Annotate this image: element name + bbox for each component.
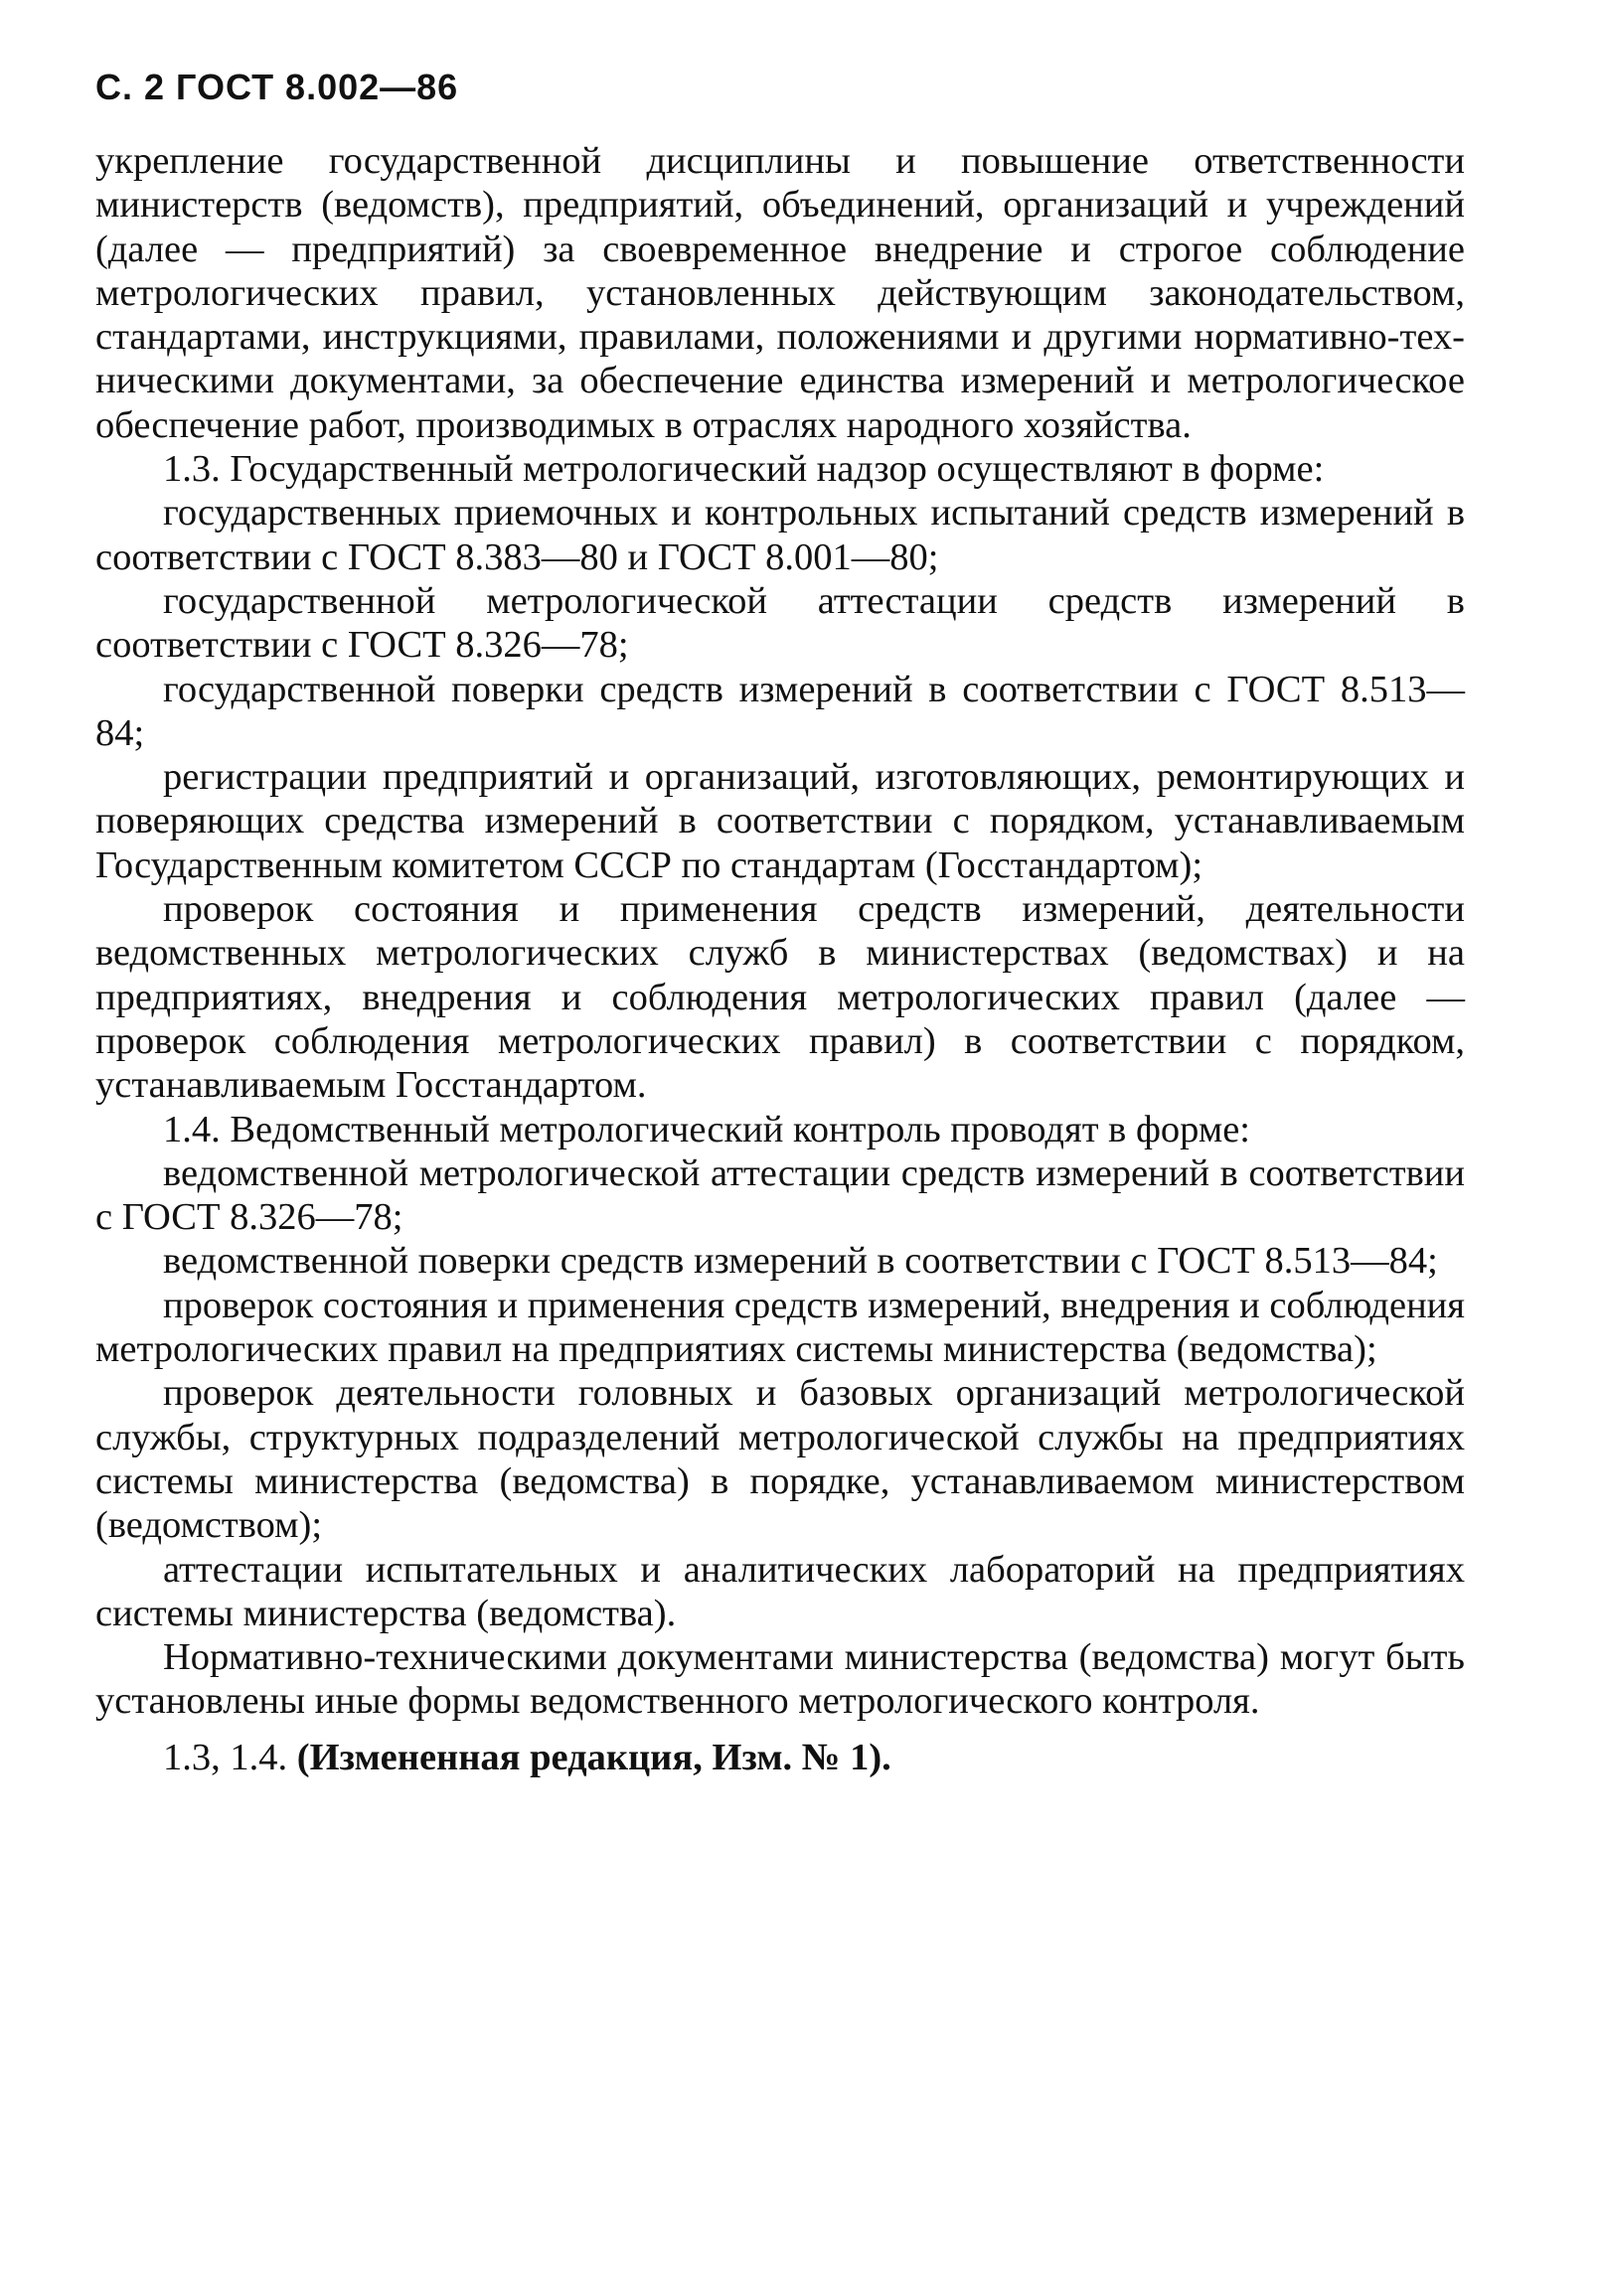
paragraph-clause-1-3: 1.3. Государственный метрологический надзор осуществляют в форме: [163, 448, 1325, 491]
document-page [95, 66, 1465, 1779]
paragraph-list-item: регистрации предприятий и организаций, изготовляющих, ремонтирующих и поверяющих средства измерений в соответствии с порядком, устанавливаемым Государственным комитетом СССР по стандартам (Госстандартом); [95, 756, 1465, 886]
paragraph-amendment-note [95, 1736, 1465, 1779]
paragraph-ntd-note: Нормативно-техническими документами министерства (ведомства) могут быть установлены иные формы ведомственного метрологического контроля. [95, 1636, 1465, 1723]
document-body [95, 139, 1465, 1779]
paragraph-list-item: государственной метрологической аттестации средств измерений в соответствии с ГОСТ 8.326—78; [95, 579, 1465, 667]
paragraph-list-item: государственной поверки средств измерений в соответствии с ГОСТ 8.513—84; [95, 668, 1465, 754]
paragraph-list-item: ведомственной метрологической аттестации средств измерений в соответствии с ГОСТ 8.326—78; [95, 1151, 1465, 1239]
amendment-clause-ref: 1.3, 1.4. [163, 1736, 288, 1778]
paragraph-list-item: проверок деятельности головных и базовых организаций метрологической службы, структурных подразделений метрологической службы на предприятиях системы министерства (ведомства) в порядке, устанавливаемом министерством (ведомством); [95, 1372, 1465, 1547]
amendment-note-text: (Измененная редакция, Изм. № 1). [296, 1736, 891, 1778]
paragraph-list-item: проверок состояния и применения средств измерений, деятельности ведомственных метрологических служб в министерствах (ведомствах) и на предприятиях, внедрения и соблюдения метрологических правил (далее — проверок соблюдения метрологических правил) в соответствии с порядком, устанавливаемым Госстандартом. [95, 888, 1465, 1107]
page-header: С. 2 ГОСТ 8.002—86 [95, 67, 459, 107]
paragraph-clause-1-4: 1.4. Ведомственный метрологический контроль проводят в форме: [163, 1108, 1250, 1150]
paragraph-list-item: проверок состояния и применения средств измерений, внедрения и соблюдения метрологических правил на предприятиях системы министерства (ведомства); [95, 1284, 1465, 1371]
paragraph-continuation: укрепление государственной дисциплины и повышение ответственности министерств (ведомств), предприятий, объединений, организаций и учреждений (далее — предприятий) за своевременное внедрение и строгое соблюдение метрологических правил, установленных действующим законодательством, стандартами, инструкциями, правилами, положениями и другими нормативно-техническими документами, за обеспечение единства измерений и метрологическое обеспечение работ, производимых в отраслях народного хозяйства. [95, 140, 1465, 446]
paragraph-list-item: государственных приемочных и контрольных испытаний средств измерений в соответствии с ГОСТ 8.383—80 и ГОСТ 8.001—80; [95, 492, 1465, 578]
paragraph-list-item: ведомственной поверки средств измерений в соответствии с ГОСТ 8.513—84; [163, 1240, 1438, 1283]
paragraph-list-item: аттестации испытательных и аналитических лабораторий на предприятиях системы министерства (ведомства). [95, 1548, 1465, 1634]
